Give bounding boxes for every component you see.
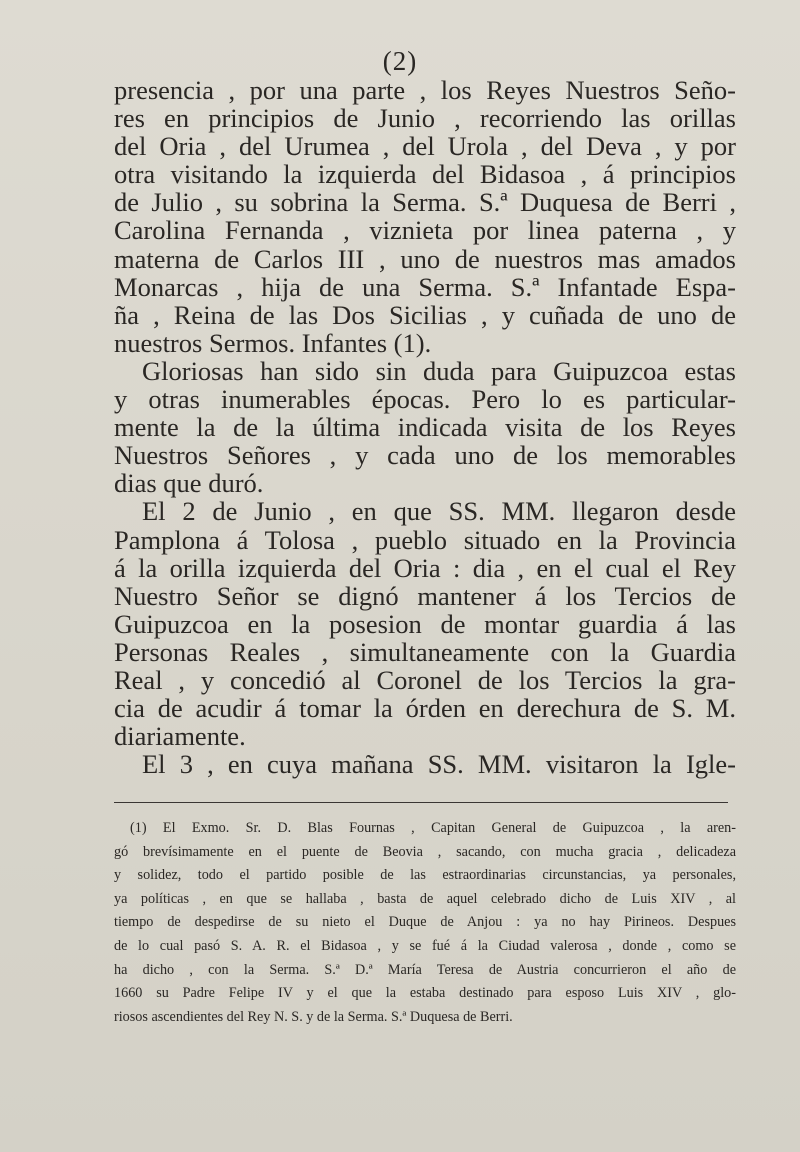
body-line: El 3 , en cuya mañana SS. MM. visitaron la Igle- <box>142 749 736 780</box>
body-line: materna de Carlos III , uno de nuestros mas amados <box>114 243 736 274</box>
body-line: dias que duró. <box>114 468 264 499</box>
body-line: cia de acudir á tomar la órden en derechura de S. M. <box>114 693 736 724</box>
body-line: del Oria , del Urumea , del Urola , del Deva , y por <box>114 131 736 162</box>
footnote-line: ya políticas , en que se hallaba , basta de aquel celebrado dicho de Luis XIV , al <box>114 890 736 907</box>
footnote-line: tiempo de despedirse de su nieto el Duque de Anjou : ya no hay Pirineos. Despues <box>114 914 736 931</box>
body-line: Personas Reales , simultaneamente con la Guardia <box>114 636 736 667</box>
body-line: Carolina Fernanda , viznieta por linea paterna , y <box>114 215 736 246</box>
footnote-line: gó brevísimamente en el puente de Beovia , sacando, con mucha gracia , delicadeza <box>114 843 736 860</box>
body-line: mente la de la última indicada visita de los Reyes <box>114 412 736 443</box>
body-line: Nuestros Señores , y cada uno de los memorables <box>114 440 736 471</box>
body-line: Real , y concedió al Coronel de los Tercios la gra- <box>114 664 736 695</box>
footnote-line: riosos ascendientes del Rey N. S. y de la Serma. S.ª Duquesa de Berri. <box>114 1008 513 1025</box>
body-line: á la orilla izquierda del Oria : dia , en el cual el Rey <box>114 552 736 583</box>
body-line: Guipuzcoa en la posesion de montar guardia á las <box>114 608 736 639</box>
footnote-divider <box>114 802 728 803</box>
body-line: El 2 de Junio , en que SS. MM. llegaron desde <box>142 496 736 527</box>
footnote-line: (1) El Exmo. Sr. D. Blas Fournas , Capitan General de Guipuzcoa , la aren- <box>130 820 736 836</box>
footnote-line: y solidez, todo el partido posible de las estraordinarias circunstancias, ya personales, <box>114 867 736 884</box>
body-line: y otras inumerables épocas. Pero lo es particular- <box>114 384 736 415</box>
body-line: res en principios de Junio , recorriendo las orillas <box>114 103 736 134</box>
body-line: nuestros Sermos. Infantes (1). <box>114 327 432 358</box>
body-line: Monarcas , hija de una Serma. S.ª Infantade Espa- <box>114 271 736 302</box>
body-line: ña , Reina de las Dos Sicilias , y cuñada de uno de <box>114 299 736 330</box>
body-line: presencia , por una parte , los Reyes Nuestros Seño- <box>114 75 736 105</box>
page-number: (2) <box>382 46 418 76</box>
footnote-line: de lo cual pasó S. A. R. el Bidasoa , y se fué á la Ciudad valerosa , donde , como se <box>114 937 736 954</box>
footnote-line: 1660 su Padre Felipe IV y el que la estaba destinado para esposo Luis XIV , glo- <box>114 985 736 1002</box>
body-text <box>114 76 736 778</box>
footnote-line: ha dicho , con la Serma. S.ª D.ª María Teresa de Austria concurrieron el año de <box>114 961 736 978</box>
body-line: Gloriosas han sido sin duda para Guipuzcoa estas <box>142 355 736 386</box>
footnote <box>114 817 736 1029</box>
body-line: Pamplona á Tolosa , pueblo situado en la Provincia <box>114 524 736 555</box>
body-line: otra visitando la izquierda del Bidasoa , á principios <box>114 159 736 190</box>
body-line: Nuestro Señor se dignó mantener á los Tercios de <box>114 580 736 611</box>
body-line: diariamente. <box>114 721 246 752</box>
body-line: de Julio , su sobrina la Serma. S.ª Duquesa de Berri , <box>114 187 736 218</box>
